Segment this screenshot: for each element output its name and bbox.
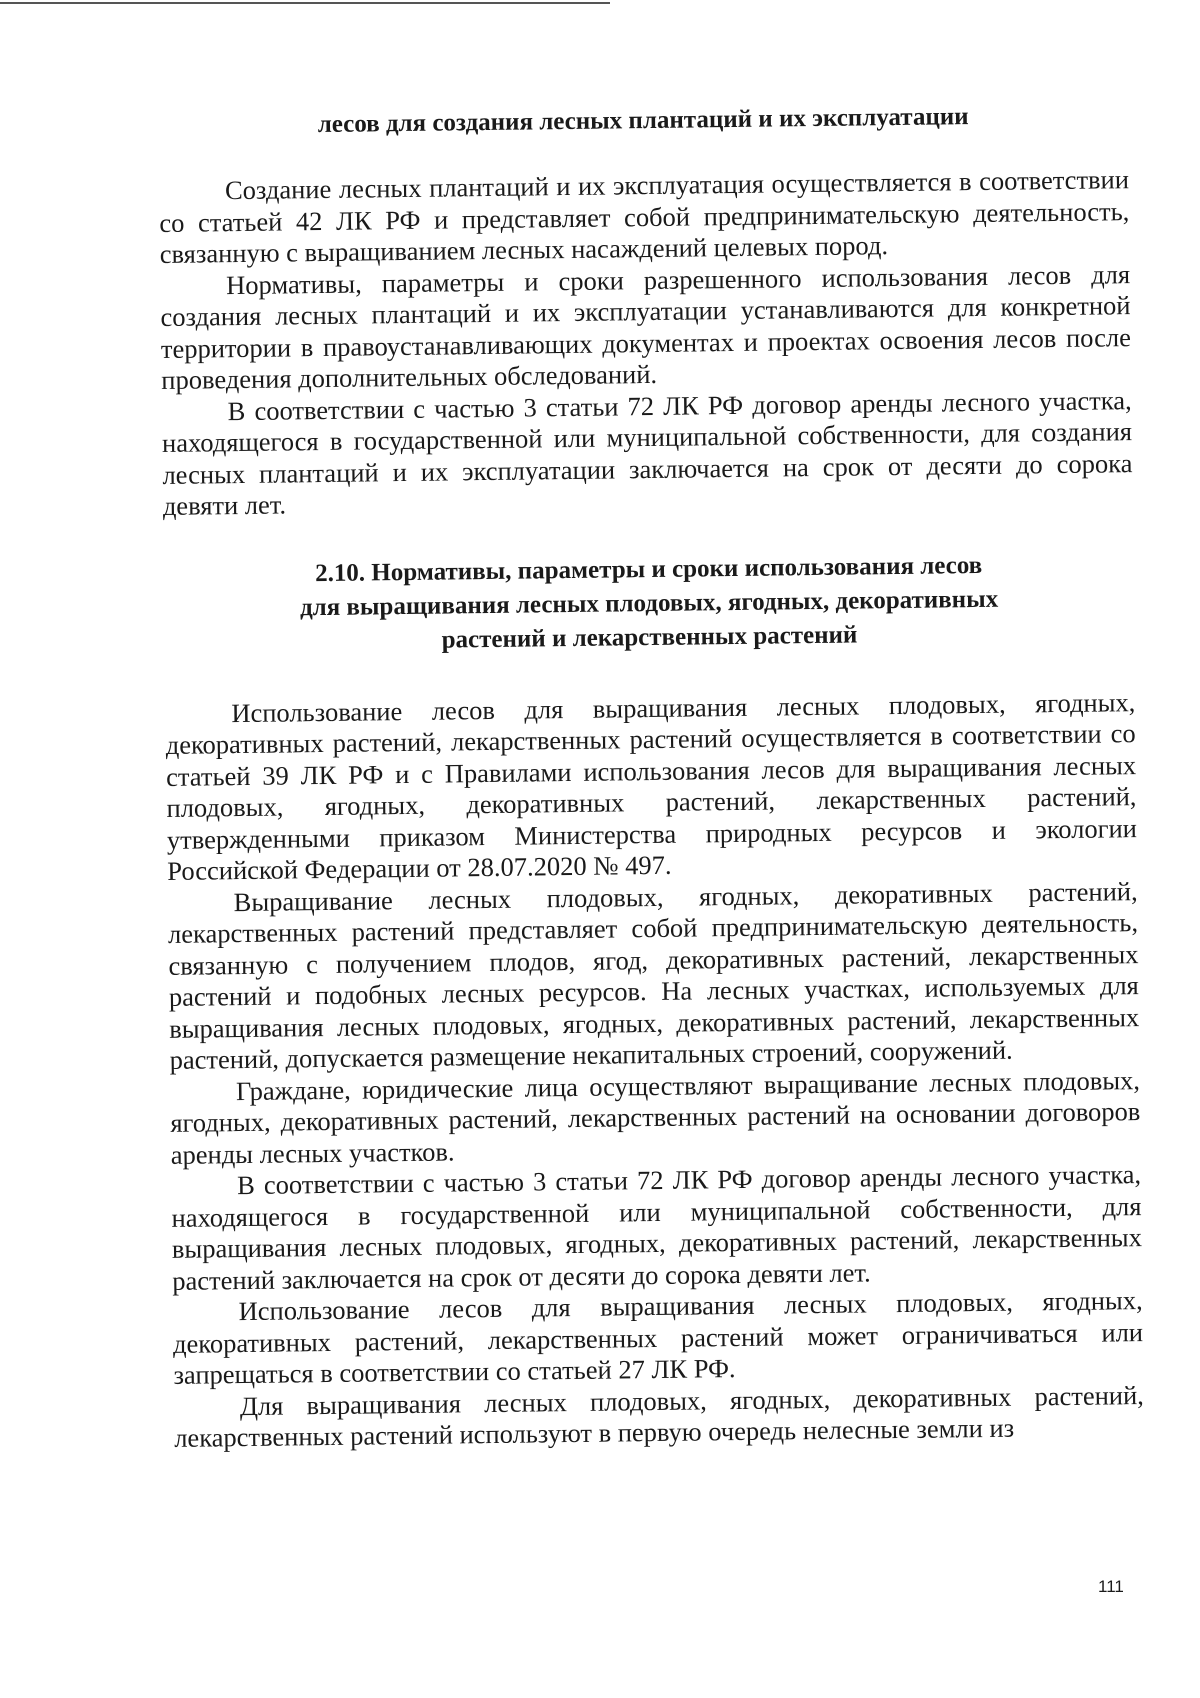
- intro-paragraph-3: В соответствии с частью 3 статьи 72 ЛК РФ договор аренды лесного участка, находящегося в государственной или муниципальной собственности, для создания лесных плантаций и их эксплуатации заключается на срок от десяти до сорока девяти лет.: [161, 384, 1133, 521]
- intro-paragraph-1: Создание лесных плантаций и их эксплуатация осуществляется в соответствии со статьей 42 ЛК РФ и представляет собой предпринимательскую деятельность, связанную с выращиванием лесных насаждений целевых пород.: [159, 164, 1130, 269]
- section-paragraph-2: Выращивание лесных плодовых, ягодных, декоративных растений, лекарственных растений представляет собой предпринимательскую деятельность, связанную с получением плодов, ягод, декоративных растений, лекарственных растений и подобных лесных ресурсов. На лесных участках, используемых для выращивания лесных плодовых, ягодных, декоративных растений, лекарственных растений, допускается размещение некапитальных строений, сооружений.: [167, 875, 1140, 1075]
- section-heading: [163, 547, 1134, 661]
- document-page: [158, 98, 1144, 1454]
- section-heading-line-1: 2.10. Нормативы, параметры и сроки использования лесов: [314, 551, 983, 587]
- intro-paragraph-2: Нормативы, параметры и сроки разрешенного использования лесов для создания лесных плантаций и их эксплуатации устанавливаются для конкретной территории в правоустанавливающих документах и проектах освоения лесов после проведения дополнительных обследований.: [160, 258, 1132, 395]
- section-paragraph-1: Использование лесов для выращивания лесных плодовых, ягодных, декоративных растений, лекарственных растений осуществляется в соответствии со статьей 39 ЛК РФ и с Правилами использования лесов для выращивания лесных плодовых, ягодных, декоративных растений, лекарственных растений, утвержденными приказом Министерства природных ресурсов и экологии Российской Федерации от 28.07.2020 № 497.: [165, 686, 1138, 886]
- section-heading-line-3: растений и лекарственных растений: [441, 620, 858, 654]
- section-paragraph-4: В соответствии с частью 3 статьи 72 ЛК РФ договор аренды лесного участка, находящегося в государственной или муниципальной собственности, для выращивания лесных плодовых, ягодных, декоративных растений, лекарственных растений заключается на срок от десяти до сорока девяти лет.: [171, 1159, 1143, 1296]
- section-paragraph-5: Использование лесов для выращивания лесных плодовых, ягодных, декоративных растений, лекарственных растений может ограничиваться или запрещаться в соответствии со статьей 27 ЛК РФ.: [172, 1285, 1144, 1390]
- section-heading-line-2: для выращивания лесных плодовых, ягодных, декоративных: [299, 585, 999, 621]
- page-number: 111: [1098, 1577, 1124, 1596]
- scan-edge-line: [0, 2, 610, 4]
- section-paragraph-6: Для выращивания лесных плодовых, ягодных, декоративных растений, лекарственных растений используют в первую очередь нелесные земли из: [174, 1379, 1144, 1453]
- section-paragraph-3: Граждане, юридические лица осуществляют выращивание лесных плодовых, ягодных, декоративных растений, лекарственных растений на основании договоров аренды лесных участков.: [170, 1064, 1141, 1170]
- top-heading: лесов для создания лесных плантаций и их эксплуатации: [317, 103, 969, 139]
